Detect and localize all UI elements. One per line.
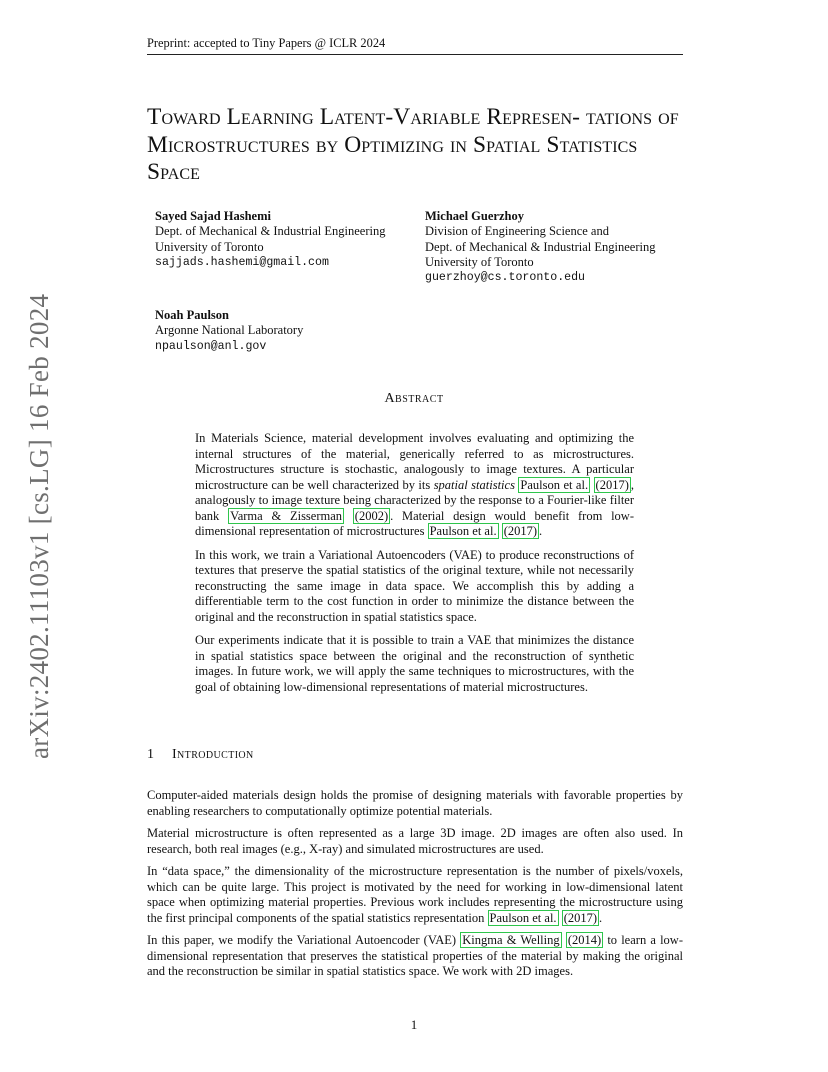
introduction-body: [147, 788, 683, 987]
text-run: .: [599, 910, 603, 925]
author-affiliation: Argonne National Laboratory: [155, 323, 304, 338]
author-affiliation: University of Toronto: [155, 239, 264, 254]
author-affiliation: Division of Engineering Science and: [425, 224, 609, 239]
author-affiliation: Dept. of Mechanical & Industrial Engineering: [155, 224, 386, 239]
citation-link[interactable]: Kingma & Welling: [462, 933, 560, 947]
citation-year-link[interactable]: (2002): [354, 508, 389, 523]
abstract: [195, 431, 634, 703]
text-run: In this paper, we modify the Variational Autoencoder (VAE): [147, 933, 461, 947]
author-block: [155, 308, 303, 354]
author-email[interactable]: sajjads.hashemi@gmail.com: [155, 255, 329, 269]
text-run: . Material design would benefit from low-dimensional representation of microstructures: [195, 508, 634, 538]
abstract-paragraph: In this work, we train a Variational Autoencoders (VAE) to produce reconstructions of textures that preserve the spatial statistics of the original texture, while not necessarily reconstructing the same image in data space. We accomplish this by adding a differentiable term to the cost function in order to minimize the distance between the original and the reconstruction in spatial statistics space.: [195, 547, 634, 624]
citation-year-link[interactable]: (2017): [503, 524, 538, 538]
citation-year-link[interactable]: (2014): [567, 933, 602, 947]
author-block: [425, 209, 655, 285]
citation-link[interactable]: Paulson et al.: [520, 477, 589, 492]
text-run: to learn a low-dimensional representation that preserves the statistical properties of the material by making the original and the reconstruction be similar in spatial statistics space. We work with 2D images.: [147, 933, 683, 978]
text-run: In Materials Science, material development involves evaluating and optimizing the internal structures of the material, generically referred to as microstructures. Microstructures structure is stochastic, analogously to image textures. A particular microstructure can be well characterized by its: [195, 431, 634, 492]
citation-year-link[interactable]: (2017): [563, 910, 598, 925]
text-run: , analogously to image texture being characterized by the response to a Fourier-like filter bank: [195, 477, 634, 523]
section-number: 1: [147, 747, 155, 762]
citation-link[interactable]: Varma & Zisserman: [230, 508, 343, 523]
body-paragraph: [147, 933, 683, 980]
running-header: Preprint: accepted to Tiny Papers @ ICLR 2024: [147, 36, 683, 55]
text-run: In “data space,” the dimensionality of the microstructure representation is the number of pixels/voxels, which can be quite large. This project is motivated by the need for working in low-dimensional latent space when optimizing material properties. Previous work includes representing the microstructure using the first principal components of the spatial statistics representation: [147, 864, 683, 925]
author-name: Sayed Sajad Hashemi: [155, 209, 271, 223]
text-run: .: [539, 524, 543, 538]
body-paragraph: Computer-aided materials design holds the promise of designing materials with favorable properties by enabling researchers to computationally optimize potential materials.: [147, 788, 683, 818]
emphasis: spatial statistics: [433, 477, 515, 492]
author-affiliation: Dept. of Mechanical & Industrial Engineering: [425, 239, 656, 254]
abstract-paragraph: [195, 431, 634, 540]
arxiv-identifier: arXiv:2402.11103v1 [cs.LG] 16 Feb 2024: [24, 293, 54, 759]
abstract-paragraph: Our experiments indicate that it is possible to train a VAE that minimizes the distance in spatial statistics space between the original and the reconstruction of synthetic images. In future work, we will apply the same techniques to microstructures, with the goal of obtaining low-dimensional representations of material microstructures.: [195, 633, 634, 694]
abstract-heading: Abstract: [384, 391, 444, 406]
body-paragraph: [147, 864, 683, 926]
paper-title: Toward Learning Latent-Variable Represen- tations of Microstructures by Optimizing in Spatial Statistics Space: [147, 104, 679, 185]
author-email[interactable]: guerzhoy@cs.toronto.edu: [425, 271, 586, 285]
author-name: Michael Guerzhoy: [425, 209, 524, 223]
citation-link[interactable]: Paulson et al.: [489, 910, 557, 925]
author-affiliation: University of Toronto: [425, 254, 534, 269]
section-heading: [147, 747, 254, 763]
body-paragraph: Material microstructure is often represented as a large 3D image. 2D images are often also used. In research, both real images (e.g., X-ray) and simulated microstructures are used.: [147, 826, 683, 856]
author-block: [155, 209, 385, 270]
author-email[interactable]: npaulson@anl.gov: [155, 339, 267, 353]
citation-year-link[interactable]: (2017): [595, 477, 629, 492]
section-title: Introduction: [172, 747, 254, 762]
citation-link[interactable]: Paulson et al.: [429, 524, 497, 538]
author-name: Noah Paulson: [155, 308, 229, 322]
page-number: 1: [410, 1017, 418, 1032]
